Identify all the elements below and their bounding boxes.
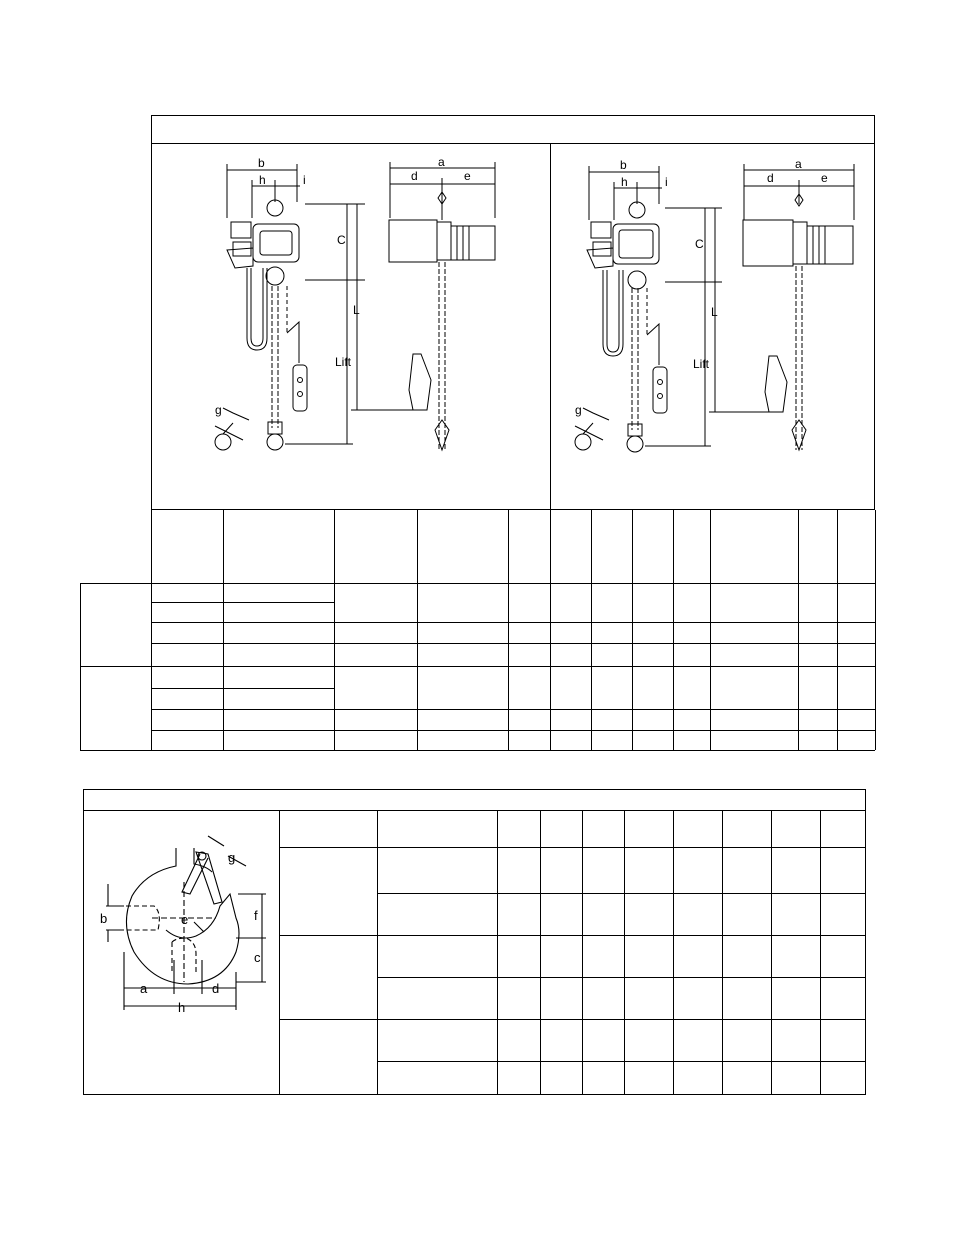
hook-dim-label-f: f (254, 908, 258, 923)
hook-title-bar-divider (83, 810, 866, 811)
dim-label-Lift: Lift (335, 355, 352, 369)
hook-dim-label-c: c (254, 950, 261, 965)
hook-dim-label-b: b (100, 911, 108, 926)
hook-dim-label-d: d (212, 981, 220, 996)
dim-label-g: g (215, 403, 222, 417)
hoist-figure-split (550, 143, 551, 510)
hook-dim-label-a: a (140, 981, 148, 996)
hook-dim-label-g: g (228, 850, 236, 865)
svg-text:a: a (795, 160, 802, 171)
hoist-drawing-left (205, 158, 505, 463)
svg-text:L: L (711, 305, 718, 319)
dim-label-i: i (303, 173, 306, 187)
svg-text:Lift: Lift (693, 357, 710, 371)
svg-text:d: d (767, 171, 774, 185)
dim-label-d: d (411, 169, 418, 183)
svg-text:i: i (665, 175, 668, 189)
dim-label-h: h (259, 173, 266, 187)
dim-label-C: C (337, 233, 346, 247)
hook-drawing (96, 832, 272, 1022)
svg-text:C: C (695, 237, 704, 251)
svg-text:g: g (575, 403, 582, 417)
dim-label-a: a (438, 158, 445, 169)
dim-label-e: e (464, 169, 471, 183)
svg-text:e: e (821, 171, 828, 185)
dim-label-L: L (353, 303, 360, 317)
hook-dim-label-e: e (181, 912, 189, 927)
dim-label-b: b (258, 158, 265, 170)
svg-text:h: h (621, 175, 628, 189)
hook-dim-label-h: h (178, 1000, 186, 1015)
hoist-drawing-right (567, 160, 867, 465)
svg-text:b: b (620, 160, 627, 172)
hoist-title-bar-divider (151, 143, 875, 144)
